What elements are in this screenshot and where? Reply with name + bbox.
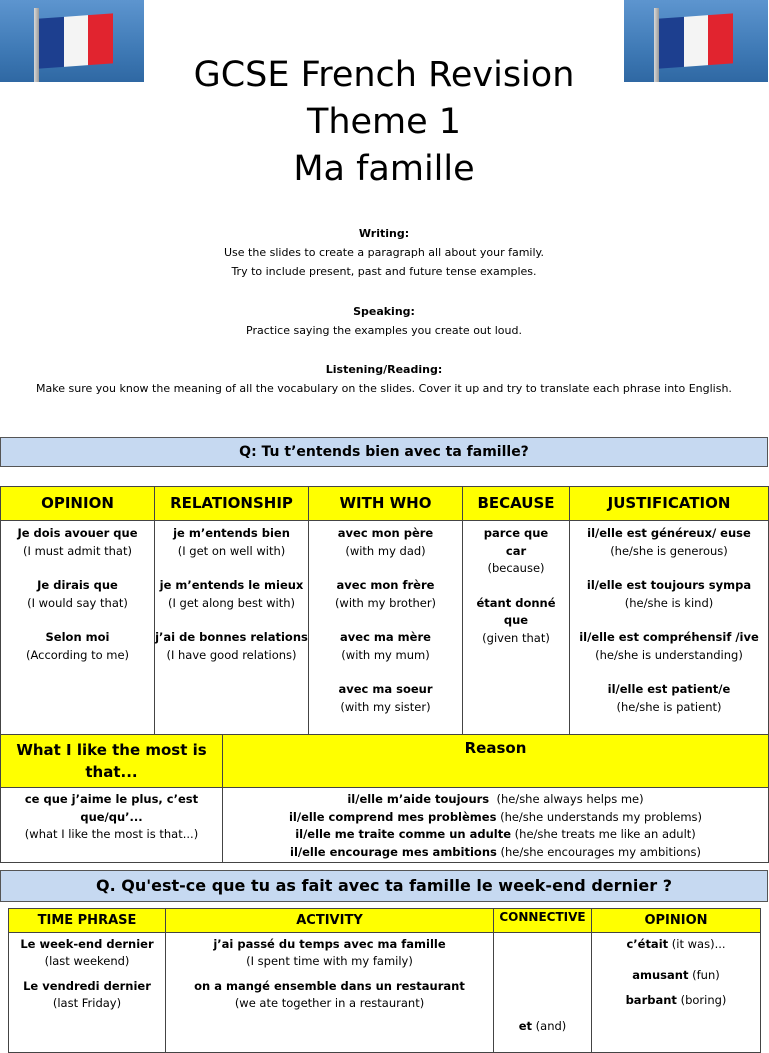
header-reason: Reason: [223, 735, 769, 788]
relationship-en: (I get along best with): [167, 595, 295, 610]
justification-en: (he/she is understanding): [595, 647, 743, 662]
time-phrase-cell: [9, 933, 166, 1053]
activity-fr: j’ai passé du temps avec ma famille: [213, 937, 446, 951]
opinion-2-fr: amusant: [632, 968, 689, 982]
because-en: (given that): [482, 630, 550, 645]
page-title: [0, 52, 768, 193]
relationship-fr: j’ai de bonnes relations: [155, 630, 308, 644]
because-en: (because): [487, 561, 545, 575]
writing-instructions: [0, 224, 768, 281]
relationship-en: (I have good relations): [166, 647, 297, 662]
justification-en: (he/she is kind): [624, 595, 714, 610]
opinion-2-en: (boring): [680, 993, 727, 1007]
header-with-who: WITH WHO: [309, 487, 463, 521]
header-relationship: RELATIONSHIP: [155, 487, 309, 521]
header-opinion: OPINION: [1, 487, 155, 521]
weekend-table: [8, 908, 761, 1053]
opinion-fr: Je dois avouer que: [17, 526, 138, 540]
reason-table: [0, 734, 769, 863]
connective-en: (and): [535, 1019, 567, 1033]
listening-heading: Listening/Reading:: [325, 363, 443, 376]
writing-line-2: Try to include present, past and future tense examples.: [231, 265, 537, 278]
activity-en: (we ate together in a restaurant): [234, 996, 425, 1010]
reason-line: [223, 809, 768, 827]
reason-cell: [223, 788, 769, 863]
opinion-2-en: (it was)...: [671, 937, 726, 951]
time-phrase-fr: Le week-end dernier: [20, 937, 154, 951]
because-fr: car: [505, 543, 527, 558]
connective-cell: [494, 933, 592, 1053]
what-i-like-fr: ce que j’aime le plus, c’est que/qu’...: [24, 792, 199, 824]
speaking-instructions: [0, 302, 768, 340]
because-fr: parce que: [483, 526, 549, 540]
reason-fr: il/elle m’aide toujours: [347, 792, 490, 806]
justification-fr: il/elle est généreux/ euse: [587, 526, 751, 540]
header-opinion-2: OPINION: [592, 909, 761, 933]
relationship-fr: je m’entends bien: [173, 526, 290, 540]
header-what-i-like: What I like the most is that...: [1, 735, 223, 788]
opinion-fr: Je dirais que: [37, 578, 118, 592]
opinion-en: (I must admit that): [23, 543, 132, 558]
question-1-bar: Q: Tu t’entends bien avec ta famille?: [0, 437, 768, 467]
writing-line-1: Use the slides to create a paragraph all about your family.: [224, 246, 544, 259]
opinion-2-fr: c’était: [626, 937, 669, 951]
what-i-like-en: (what I like the most is that...): [24, 827, 199, 841]
reason-fr: il/elle comprend mes problèmes: [288, 809, 497, 824]
with-who-en: (with my sister): [340, 699, 431, 714]
speaking-line: Practice saying the examples you create out loud.: [246, 324, 522, 337]
what-i-like-cell: [1, 788, 223, 863]
justification-en: (he/she is generous): [610, 543, 728, 558]
header-justification: JUSTIFICATION: [570, 487, 769, 521]
reason-line: [223, 826, 768, 844]
opinion-en: (I would say that): [27, 595, 128, 610]
connective-fr: et: [518, 1019, 533, 1033]
because-fr: étant donné: [476, 595, 556, 610]
reason-fr: il/elle encourage mes ambitions: [290, 844, 497, 859]
speaking-heading: Speaking:: [353, 305, 415, 318]
relationship-fr: je m’entends le mieux: [159, 578, 304, 592]
time-phrase-en: (last Friday): [52, 996, 122, 1010]
header-time-phrase: TIME PHRASE: [9, 909, 166, 933]
with-who-fr: avec mon père: [337, 526, 434, 540]
time-phrase-en: (last weekend): [44, 954, 130, 968]
title-line-1: GCSE French Revision: [193, 55, 575, 95]
title-line-3: Ma famille: [293, 149, 475, 189]
reason-en: (he/she always helps me): [496, 792, 644, 806]
justification-en: (he/she is patient): [616, 699, 722, 714]
reason-en: (he/she encourages my ambitions): [500, 844, 701, 859]
reason-en: (he/she understands my problems): [500, 809, 703, 824]
relationship-table: [0, 486, 769, 735]
relationship-en: (I get on well with): [177, 543, 286, 558]
activity-fr: on a mangé ensemble dans un restaurant: [194, 979, 465, 993]
activity-en: (I spent time with my family): [246, 954, 413, 968]
justification-cell: [570, 521, 769, 735]
opinion-2-en: (fun): [692, 968, 720, 982]
with-who-cell: [309, 521, 463, 735]
header-connective: CONNECTIVE: [494, 909, 592, 933]
with-who-fr: avec ma soeur: [338, 682, 433, 696]
opinion-en: (According to me): [25, 647, 130, 662]
title-line-2: Theme 1: [306, 102, 462, 142]
justification-fr: il/elle est toujours sympa: [586, 578, 752, 592]
opinion-2-fr: barbant: [625, 993, 677, 1007]
with-who-fr: avec ma mère: [340, 630, 431, 644]
because-cell: [463, 521, 570, 735]
time-phrase-fr: Le vendredi dernier: [23, 979, 151, 993]
header-because: BECAUSE: [463, 487, 570, 521]
reason-line: [223, 844, 768, 862]
reason-fr: il/elle me traite comme un adulte: [295, 827, 512, 841]
writing-heading: Writing:: [358, 227, 410, 240]
justification-fr: il/elle est compréhensif /ive: [579, 630, 759, 644]
listening-line: Make sure you know the meaning of all the vocabulary on the slides. Cover it up and try to translate each phrase into English.: [36, 382, 732, 395]
with-who-en: (with my dad): [345, 543, 426, 558]
listening-instructions: [0, 360, 768, 398]
reason-line: [223, 791, 768, 809]
with-who-fr: avec mon frère: [336, 578, 435, 592]
justification-fr: il/elle est patient/e: [607, 682, 731, 696]
opinion-fr: Selon moi: [45, 630, 110, 644]
with-who-en: (with my mum): [341, 647, 430, 662]
relationship-cell: [155, 521, 309, 735]
because-fr: que: [503, 613, 529, 627]
activity-cell: [166, 933, 494, 1053]
opinion-cell: [1, 521, 155, 735]
header-activity: ACTIVITY: [166, 909, 494, 933]
with-who-en: (with my brother): [334, 595, 437, 610]
opinion-2-cell: [592, 933, 761, 1053]
question-2-bar: Q. Qu'est-ce que tu as fait avec ta famille le week-end dernier ?: [0, 870, 768, 902]
reason-en: (he/she treats me like an adult): [514, 827, 696, 841]
